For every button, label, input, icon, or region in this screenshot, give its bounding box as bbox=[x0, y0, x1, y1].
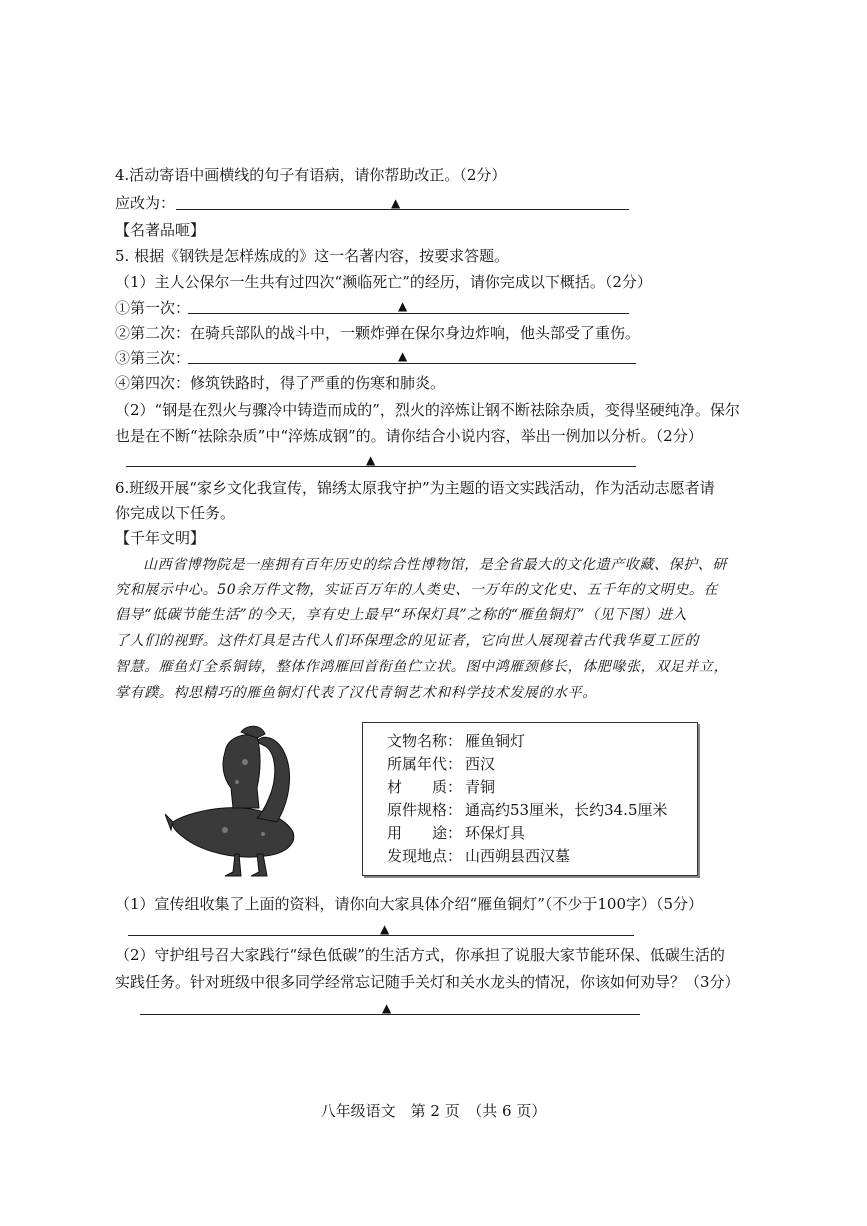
section-heading-mingzhu: 【名著品咂】 bbox=[115, 221, 206, 239]
answer-marker-icon: ▲ bbox=[391, 196, 401, 210]
answer-marker-icon: ▲ bbox=[398, 349, 408, 363]
q4-answer-line[interactable] bbox=[176, 209, 629, 210]
info-row-size: 原件规格： 通高约53厘米，长约34.5厘米 bbox=[387, 801, 668, 819]
q5-fourth: ④第四次：修筑铁路时，得了严重的伤寒和肺炎。 bbox=[115, 374, 446, 392]
answer-marker-icon: ▲ bbox=[380, 922, 390, 936]
info-row-material: 材 质： 青铜 bbox=[387, 778, 496, 796]
q6-task1: （1）宣传组收集了上面的资料，请你向大家具体介绍“雁鱼铜灯”（不少于100字）（5分） bbox=[115, 895, 704, 913]
passage-line: 智慧。雁鱼灯全系铜铸，整体作鸿雁回首衔鱼伫立状。图中鸿雁颈修长，体肥喙张，双足并立， bbox=[115, 659, 729, 675]
q6-intro-line2: 你完成以下任务。 bbox=[115, 504, 236, 522]
q5-sub1: （1）主人公保尔一生共有过四次“濒临死亡”的经历，请你完成以下概括。（2分） bbox=[115, 273, 652, 291]
passage-line: 了人们的视野。这件灯具是古代人们环保理念的见证者，它向世人展现着古代我华夏工匠的 bbox=[115, 633, 699, 649]
q5-sub2-line2: 也是在不断“祛除杂质”中“淬炼成钢”的。请你结合小说内容，举出一例加以分析。（2分） bbox=[115, 427, 703, 445]
q5-third-answer-line[interactable] bbox=[188, 363, 636, 364]
page-footer: 八年级语文 第 2 页 （共 6 页） bbox=[320, 1102, 547, 1120]
info-row-name: 文物名称： 雁鱼铜灯 bbox=[387, 732, 526, 750]
q5-question: 5. 根据《钢铁是怎样炼成的》这一名著内容，按要求答题。 bbox=[115, 247, 510, 265]
q6-task2-line2: 实践任务。针对班级中很多同学经常忘记随手关灯和关水龙头的情况，你该如何劝导？（3分） bbox=[115, 973, 740, 991]
q5-first-label: ①第一次： bbox=[115, 299, 191, 317]
q4-answer-label: 应改为： bbox=[115, 194, 176, 212]
q6-intro-line1: 6.班级开展“家乡文化我宣传，锦绣太原我守护”为主题的语文实践活动，作为活动志愿者请 bbox=[115, 479, 715, 497]
answer-marker-icon: ▲ bbox=[382, 1001, 392, 1015]
info-row-location: 发现地点： 山西朔县西汉墓 bbox=[387, 847, 571, 865]
passage-line: 山西省博物院是一座拥有百年历史的综合性博物馆，是全省最大的文化遗产收藏、保护、研 bbox=[143, 557, 727, 573]
q5-sub2-line1: （2）“钢是在烈火与骤冷中铸造而成的”，烈火的淬炼让钢不断祛除杂质，变得坚硬纯净。保尔 bbox=[115, 401, 740, 419]
q5-third-label: ③第三次： bbox=[115, 349, 191, 367]
answer-marker-icon: ▲ bbox=[366, 453, 376, 467]
passage-line: 倡导“低碳节能生活”的今天，享有史上最早“环保灯具”之称的“雁鱼铜灯”（见下图）进入 bbox=[115, 607, 688, 623]
q5-second: ②第二次：在骑兵部队的战斗中，一颗炸弹在保尔身边炸响，他头部受了重伤。 bbox=[115, 324, 641, 342]
artifact-info-card bbox=[362, 722, 698, 876]
q6-task2-line1: （2）守护组号召大家践行“绿色低碳”的生活方式，你承担了说服大家节能环保、低碳生活的 bbox=[115, 946, 725, 964]
yanyu-bronze-lamp-image bbox=[165, 722, 335, 880]
passage-line: 究和展示中心。50余万件文物，实证百万年的人类史、一万年的文化史、五千年的文明史。在 bbox=[115, 582, 719, 598]
q5-first-answer-line[interactable] bbox=[188, 313, 629, 314]
info-row-use: 用 途： 环保灯具 bbox=[387, 824, 526, 842]
passage-line: 掌有蹼。构思精巧的雁鱼铜灯代表了汉代青铜艺术和科学技术发展的水平。 bbox=[115, 685, 597, 701]
info-row-era: 所属年代： 西汉 bbox=[387, 755, 496, 773]
q5-sub2-answer-line[interactable] bbox=[126, 466, 636, 467]
answer-marker-icon: ▲ bbox=[398, 299, 408, 313]
q4-question: 4.活动寄语中画横线的句子有语病，请你帮助改正。（2分） bbox=[115, 166, 507, 184]
section-heading-qiannian: 【千年文明】 bbox=[115, 529, 206, 547]
